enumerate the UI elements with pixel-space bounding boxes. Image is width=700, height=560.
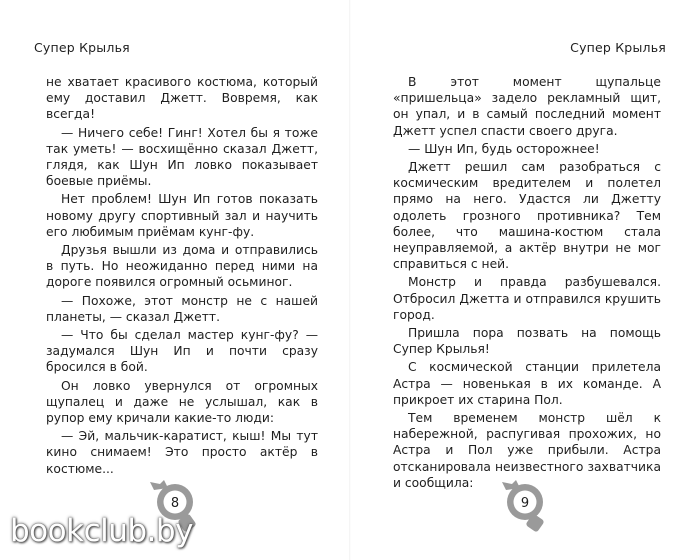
right-page [350, 0, 700, 560]
paragraph: — Шун Ип, будь осторожнее! [408, 141, 600, 156]
right-page-text [393, 74, 661, 493]
paragraph: — Что бы сделал мастер кунг-фу? — задумался Шун Ип и почти сразу бросился в бой. [46, 328, 318, 375]
paragraph: С космической станции прилетела Астра — новенькая в их команде. А прикроет их старина Пол. [393, 360, 661, 407]
wrench-badge-icon [496, 476, 554, 534]
paragraph: В этот момент щупальце «пришельца» задело рекламный щит, он упал, и в самый последний момент Джетт успел спасти своего друга. [393, 75, 661, 138]
paragraph: — Ничего себе! Гинг! Хотел бы я тоже так уметь! — восхищённо сказал Джетт, глядя, как Шун Ип ловко показывает боевые приёмы. [46, 125, 318, 189]
paragraph: — Эй, мальчик-каратист, кыш! Мы тут кино снимаем! Это просто актёр в костюме... [46, 429, 318, 476]
paragraph: Нет проблем! Шун Ип готов показать новому другу спортивный зал и научить его любимым приёмам кунг-фу. [46, 192, 318, 239]
paragraph: Друзья вышли из дома и отправились в путь. Но неожиданно перед ними на дороге появился огромный осьминог. [46, 243, 318, 290]
left-running-head: Супер Крылья [34, 40, 130, 55]
paragraph: Монстр и правда разбушевался. Отбросил Джетта и отправился крушить город. [393, 275, 661, 322]
paragraph: Пришла пора позвать на помощь Супер Крылья! [393, 326, 661, 357]
paragraph: — Похоже, этот монстр не с нашей планеты, — сказал Джетт. [46, 293, 318, 324]
right-running-head: Супер Крылья [570, 40, 666, 55]
paragraph: Он ловко увернулся от огромных щупалец и даже не услышал, как в рупор ему кричали какие-то люди: [46, 378, 318, 426]
paragraph: не хватает красивого костюма, который ему доставил Джетт. Вовремя, как всегда! [46, 75, 318, 122]
page-number-badge [496, 476, 554, 538]
left-page-text [46, 74, 318, 479]
page-number: 8 [170, 496, 180, 511]
paragraph: Джетт решил сам разобраться с космическим вредителем и полетел прямо на него. Удастся ли Джетту одолеть грозного противника? Тем более, что машина-костюм стала неуправляемой, а актёр внутри не мог справиться с ней. [393, 160, 661, 272]
paragraph: Тем временем монстр шёл к набережной, распугивая прохожих, но Астра и Пол уже прибыли. Астра отсканировала неизвестного захватчика и сообщила: [393, 411, 661, 490]
watermark-logo: bookclub.by [10, 513, 193, 549]
page-number: 9 [520, 496, 530, 511]
